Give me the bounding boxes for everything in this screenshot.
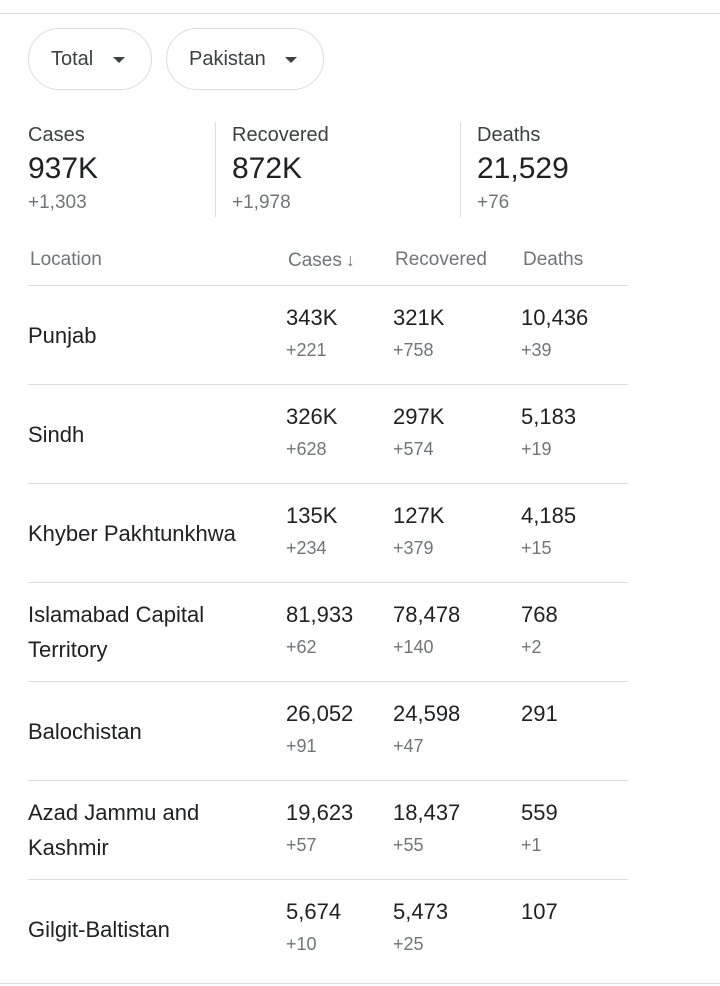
row-cases-value: 326K — [286, 404, 338, 429]
top-divider — [0, 13, 720, 14]
row-recovered-value: 5,473 — [393, 899, 449, 924]
column-header-location[interactable]: Location — [30, 249, 102, 270]
row-recovered-value: 321K — [393, 305, 445, 330]
row-cases-delta: +628 — [286, 439, 327, 459]
location-filter-dropdown[interactable] — [166, 28, 324, 90]
row-recovered-value: 24,598 — [393, 701, 461, 726]
table-header — [28, 247, 628, 286]
row-cases-delta: +10 — [286, 934, 317, 954]
row-deaths-value: 559 — [521, 800, 558, 825]
summary-cases-delta: +1,303 — [28, 192, 87, 213]
row-location: Sindh — [28, 421, 85, 447]
summary-deaths-label: Deaths — [477, 124, 541, 146]
row-cases-delta: +234 — [286, 538, 327, 558]
table-row[interactable] — [28, 781, 628, 880]
row-recovered-delta: +574 — [393, 439, 434, 459]
column-header-cases[interactable] — [288, 247, 355, 274]
row-deaths-delta: +1 — [521, 835, 542, 855]
row-cases — [286, 304, 337, 362]
row-cases — [286, 898, 341, 956]
table-row[interactable] — [28, 286, 628, 385]
row-cases-value: 26,052 — [286, 701, 354, 726]
row-location: Azad Jammu and Kashmir — [28, 800, 200, 860]
table-row[interactable] — [28, 880, 628, 978]
row-recovered-value: 127K — [393, 503, 445, 528]
row-deaths-value: 5,183 — [521, 404, 577, 429]
location-filter-label: Pakistan — [189, 47, 266, 70]
row-deaths — [521, 700, 558, 734]
summary-recovered-label: Recovered — [232, 124, 329, 146]
row-cases — [286, 700, 353, 758]
row-cases-delta: +62 — [286, 637, 317, 657]
row-cases-delta: +221 — [286, 340, 327, 360]
row-cases-value: 81,933 — [286, 602, 354, 627]
row-cases-delta: +57 — [286, 835, 317, 855]
row-recovered-value: 78,478 — [393, 602, 461, 627]
row-cases — [286, 403, 337, 461]
row-cases-value: 135K — [286, 503, 338, 528]
row-location: Punjab — [28, 322, 97, 348]
row-deaths-value: 291 — [521, 701, 558, 726]
summary-deaths-value: 21,529 — [477, 152, 569, 185]
row-deaths — [521, 502, 576, 560]
metric-filter-label: Total — [51, 47, 94, 70]
column-header-recovered[interactable]: Recovered — [395, 249, 487, 270]
row-recovered-delta: +758 — [393, 340, 434, 360]
arrow-down-icon: ↓ — [345, 250, 355, 270]
table-body — [28, 286, 628, 978]
row-location: Islamabad Capital Territory — [28, 602, 205, 662]
row-cases-delta: +91 — [286, 736, 317, 756]
row-cases — [286, 799, 353, 857]
row-deaths — [521, 403, 576, 461]
row-deaths — [521, 898, 558, 932]
row-recovered-delta: +379 — [393, 538, 434, 558]
row-cases-value: 343K — [286, 305, 338, 330]
table-row[interactable] — [28, 583, 628, 682]
row-deaths-value: 10,436 — [521, 305, 589, 330]
row-location: Khyber Pakhtunkhwa — [28, 520, 236, 546]
row-deaths — [521, 601, 558, 659]
table-row[interactable] — [28, 484, 628, 583]
metric-filter-dropdown[interactable] — [28, 28, 152, 90]
summary-cases-label: Cases — [28, 124, 85, 146]
caret-down-icon — [113, 57, 125, 63]
summary-deaths — [477, 122, 569, 216]
row-deaths-delta: +2 — [521, 637, 542, 657]
row-recovered-delta: +55 — [393, 835, 424, 855]
summary-divider — [215, 122, 216, 217]
row-recovered — [393, 700, 460, 758]
summary-cases-value: 937K — [28, 152, 99, 185]
row-deaths-delta: +39 — [521, 340, 552, 360]
row-cases-value: 19,623 — [286, 800, 354, 825]
row-deaths-value: 4,185 — [521, 503, 577, 528]
row-recovered-delta: +140 — [393, 637, 434, 657]
column-header-cases-label: Cases — [288, 250, 342, 271]
row-deaths-value: 768 — [521, 602, 558, 627]
summary-deaths-delta: +76 — [477, 192, 510, 213]
row-recovered-value: 18,437 — [393, 800, 461, 825]
row-recovered — [393, 898, 448, 956]
row-recovered-value: 297K — [393, 404, 445, 429]
caret-down-icon — [285, 57, 297, 63]
row-deaths-delta: +15 — [521, 538, 552, 558]
bottom-divider — [0, 983, 720, 984]
row-location: Gilgit-Baltistan — [28, 916, 170, 942]
column-header-deaths[interactable]: Deaths — [523, 249, 584, 270]
row-location: Balochistan — [28, 718, 142, 744]
row-deaths-value: 107 — [521, 899, 558, 924]
table-row[interactable] — [28, 385, 628, 484]
row-deaths-delta: +19 — [521, 439, 552, 459]
row-recovered — [393, 601, 460, 659]
summary-cases — [28, 122, 98, 216]
row-recovered-delta: +25 — [393, 934, 424, 954]
row-recovered — [393, 502, 444, 560]
row-recovered-delta: +47 — [393, 736, 424, 756]
row-deaths — [521, 799, 558, 857]
summary-recovered-value: 872K — [232, 152, 303, 185]
row-recovered — [393, 304, 444, 362]
summary-divider — [460, 122, 461, 217]
row-recovered — [393, 403, 444, 461]
summary-recovered — [232, 122, 329, 216]
row-cases — [286, 502, 337, 560]
row-cases — [286, 601, 353, 659]
row-cases-value: 5,674 — [286, 899, 342, 924]
row-recovered — [393, 799, 460, 857]
row-deaths — [521, 304, 588, 362]
table-row[interactable] — [28, 682, 628, 781]
summary-recovered-delta: +1,978 — [232, 192, 291, 213]
